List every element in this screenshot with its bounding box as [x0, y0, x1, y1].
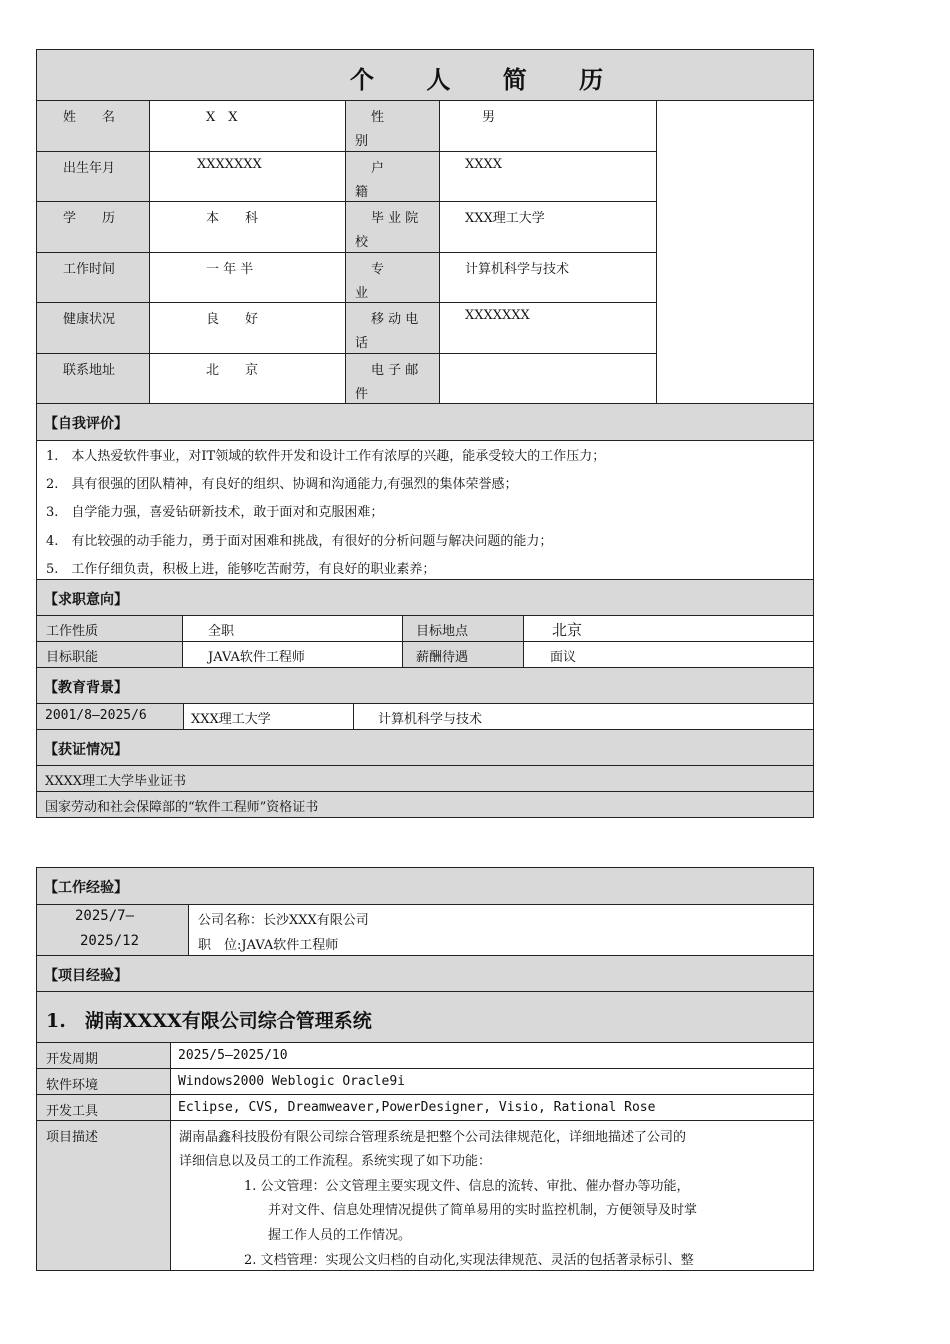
basic-value: 良 好 — [206, 312, 259, 327]
certs-header — [36, 729, 814, 766]
job-intent-header — [36, 579, 814, 616]
projects-header — [36, 955, 814, 992]
basic-label: 工作时间 — [63, 262, 116, 277]
basic-label2: 电 子 邮 — [371, 363, 419, 378]
basic-label2: 别 — [355, 134, 369, 149]
project-label: 软件环境 — [46, 1078, 99, 1093]
work-heading: 【工作经验】 — [44, 880, 128, 896]
basic-value2: 男 — [482, 110, 496, 125]
self-eval-item: 3. 自学能力强，喜爱钻研新技术，敢于面对和克服困难； — [46, 505, 384, 520]
basic-label: 出生年月 — [63, 161, 116, 176]
basic-value: XXXXXXX — [197, 157, 262, 172]
row-line — [36, 201, 657, 202]
self-eval-heading: 【自我评价】 — [44, 416, 128, 432]
basic-label2: 籍 — [355, 185, 369, 200]
job-label: 目标职能 — [46, 650, 99, 665]
job-label: 目标地点 — [416, 624, 469, 639]
row-line — [36, 252, 657, 253]
self-eval-item: 1. 本人热爱软件事业，对IT领域的软件开发和设计工作有浓厚的兴趣，能承受较大的工作压力； — [46, 449, 606, 464]
project-row-sep — [36, 1094, 814, 1095]
job-value: JAVA软件工程师 — [208, 650, 305, 665]
project-desc-line: 1. 公文管理：公文管理主要实现文件、信息的流转、审批、催办督办等功能， — [244, 1179, 690, 1194]
job-label: 工作性质 — [46, 624, 99, 639]
project-value: 2025/5—2025/10 — [178, 1048, 288, 1063]
basic-label2: 户 — [371, 161, 385, 176]
basic-label2: 件 — [355, 387, 369, 402]
work-header — [36, 867, 814, 905]
basic-value2: XXXX — [465, 157, 503, 172]
basic-value: 一 年 半 — [206, 262, 254, 277]
basic-label2: 性 — [371, 110, 385, 125]
education-heading: 【教育背景】 — [44, 680, 128, 696]
project-label: 开发周期 — [46, 1052, 99, 1067]
basic-value2: XXXXXXX — [465, 308, 530, 323]
job-intent-row-sep — [182, 641, 814, 642]
basic-value2: 计算机科学与技术 — [465, 262, 570, 277]
work-company: 公司名称：长沙XXX有限公司 — [198, 913, 369, 928]
cert-item: 国家劳动和社会保障部的“软件工程师”资格证书 — [45, 800, 319, 815]
education-header — [36, 667, 814, 704]
project-value: Eclipse, CVS, Dreamweaver,PowerDesigner, Visio, Rational Rose — [178, 1100, 656, 1115]
projects-heading: 【项目经验】 — [44, 968, 128, 984]
basic-label2: 毕 业 院 — [371, 211, 419, 226]
project-title: 1. 湖南XXXX有限公司综合管理系统 — [46, 1010, 372, 1032]
basic-label2: 校 — [355, 235, 369, 250]
basic-value: 北 京 — [206, 363, 259, 378]
job-value: 北京 — [552, 621, 583, 639]
basic-label2: 移 动 电 — [371, 312, 419, 327]
project-desc-line: 2. 文档管理：实现公文归档的自动化,实现法律规范、灵活的包括著录标引、整 — [244, 1253, 694, 1268]
basic-label2: 专 — [371, 262, 385, 277]
basic-value: 本 科 — [206, 211, 259, 226]
project-desc-line: 湖南晶鑫科技股份有限公司综合管理系统是把整个公司法律规范化，详细地描述了公司的 — [179, 1130, 687, 1145]
page-title: 个 人 简 历 — [350, 65, 626, 94]
work-period-start: 2025/7— — [75, 908, 135, 924]
education-period: 2001/8—2025/6 — [45, 708, 147, 723]
row-lines — [36, 151, 657, 152]
photo-area — [656, 100, 814, 404]
basic-label: 健康状况 — [63, 312, 116, 327]
self-eval-item: 5. 工作仔细负责，积极上进，能够吃苦耐劳，有良好的职业素养； — [46, 562, 436, 577]
self-eval-header — [36, 403, 814, 441]
project-desc-line: 详细信息以及员工的工作流程。系统实现了如下功能： — [179, 1154, 492, 1169]
project-label: 开发工具 — [46, 1104, 99, 1119]
basic-label: 联系地址 — [63, 363, 116, 378]
project-desc-label: 项目描述 — [46, 1130, 99, 1145]
basic-label2: 话 — [355, 336, 369, 351]
row-line — [36, 353, 657, 354]
job-value: 面议 — [550, 650, 577, 665]
work-period-end: 2025/12 — [80, 933, 140, 949]
self-eval-item: 4. 有比较强的动手能力，勇于面对困难和挑战，有很好的分析问题与解决问题的能力； — [46, 534, 553, 549]
certs-heading: 【获证情况】 — [44, 742, 128, 758]
basic-label: 姓 名 — [63, 110, 116, 125]
row-line — [36, 302, 657, 303]
project-desc-line: 并对文件、信息处理情况提供了简单易用的实时监控机制，方便领导及时掌 — [268, 1203, 698, 1218]
basic-value: X X — [206, 110, 238, 125]
job-label: 薪酬待遇 — [416, 650, 469, 665]
job-intent-heading: 【求职意向】 — [44, 592, 128, 608]
basic-label: 学 历 — [63, 211, 116, 226]
project-value: Windows2000 Weblogic Oracle9i — [178, 1074, 405, 1089]
work-position: 职 位:JAVA软件工程师 — [198, 938, 339, 953]
education-school: XXX理工大学 — [191, 712, 271, 727]
project-row-sep — [36, 1068, 814, 1069]
basic-value2: XXX理工大学 — [465, 211, 545, 226]
job-value: 全职 — [208, 624, 235, 639]
basic-label2: 业 — [355, 286, 369, 301]
project-desc-line: 握工作人员的工作情况。 — [268, 1228, 412, 1243]
project-row-sep — [36, 1120, 814, 1121]
self-eval-item: 2. 具有很强的团队精神，有良好的组织、协调和沟通能力,有强烈的集体荣誉感； — [46, 477, 518, 492]
education-major: 计算机科学与技术 — [378, 712, 483, 727]
cert-item: XXXX理工大学毕业证书 — [45, 774, 187, 789]
